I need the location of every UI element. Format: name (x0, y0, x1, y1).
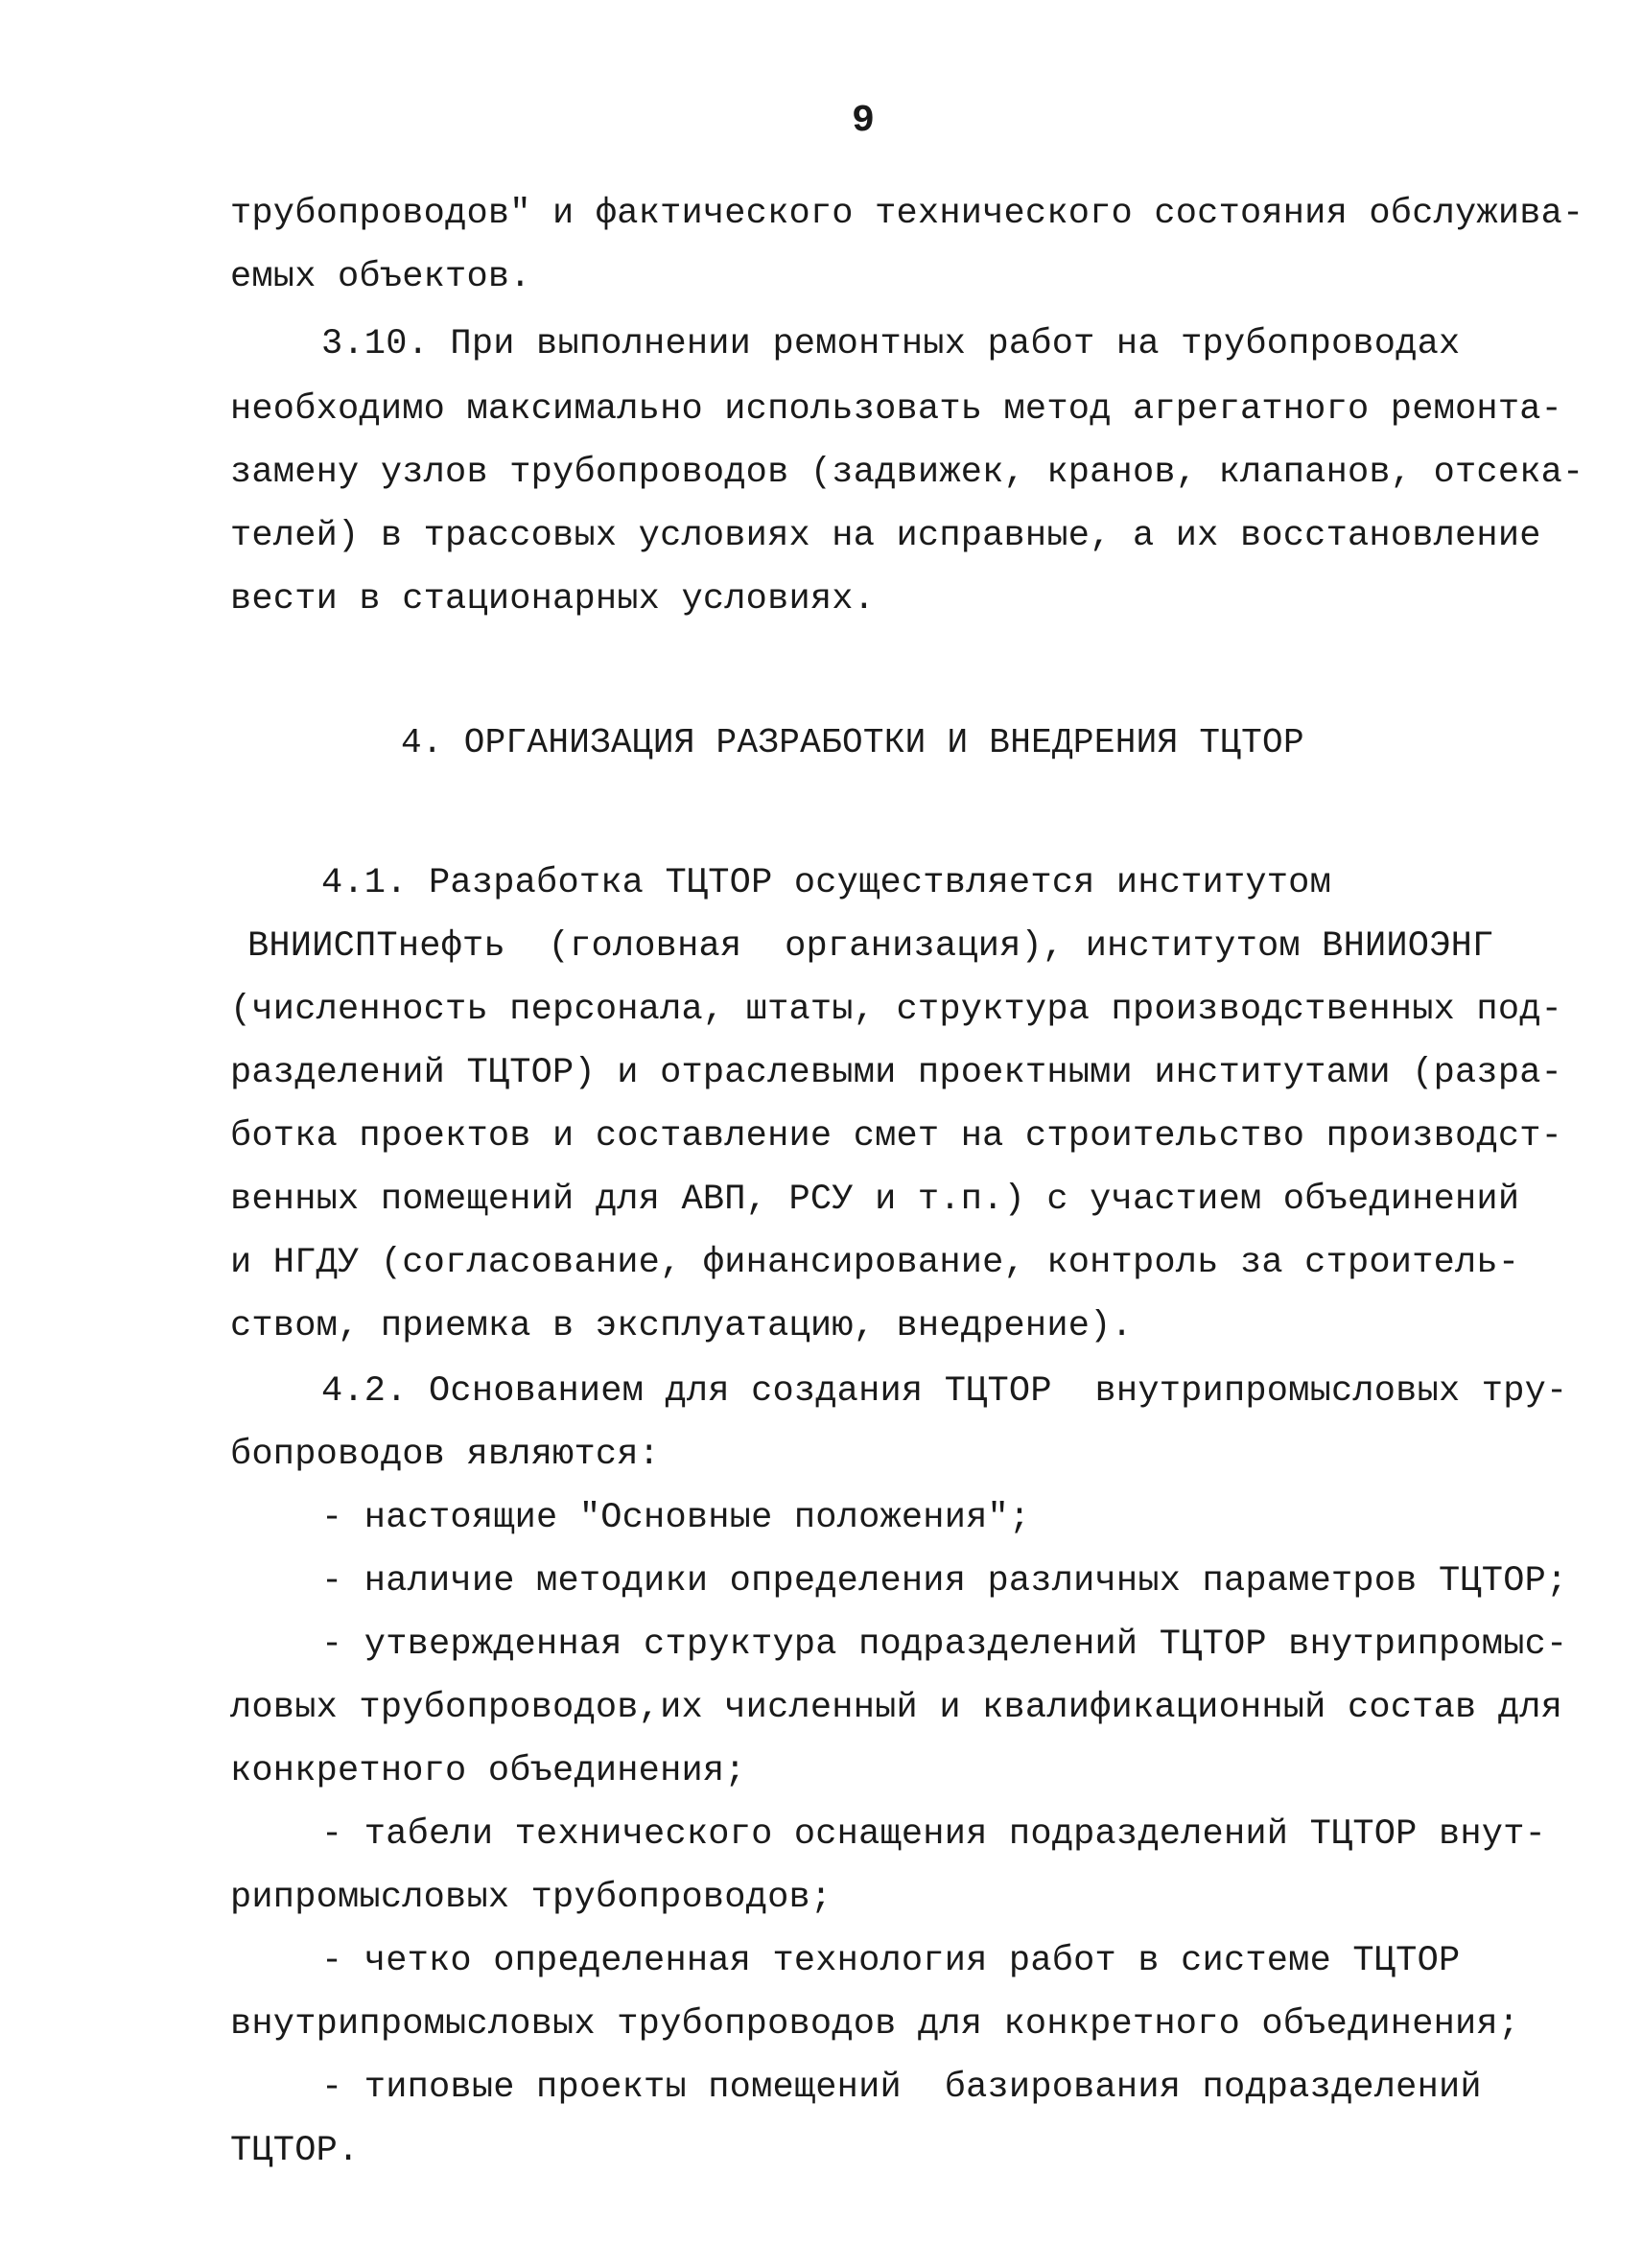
text-line: вести в стационарных условиях. (230, 579, 876, 620)
text-line: ВНИИСПТнефть (головная организация), институтом ВНИИОЭНГ (247, 926, 1494, 967)
text-line: бопроводов являются: (230, 1435, 661, 1475)
list-item: - утвержденная структура подразделений ТЦТОР внутрипромыс- (321, 1625, 1568, 1665)
text-line: ТЦТОР. (230, 2131, 360, 2171)
paragraph-3-10-start: 3.10. При выполнении ремонтных работ на трубопроводах (321, 324, 1461, 364)
paragraph-4-2-start: 4.2. Основанием для создания ТЦТОР внутрипромысловых тру- (321, 1371, 1568, 1412)
text-line: (численность персонала, штаты, структура производственных под- (230, 990, 1563, 1030)
page-number: 9 (852, 100, 876, 143)
text-line: ловых трубопроводов,их численный и квалификационный состав для (230, 1688, 1563, 1728)
text-line: трубопроводов" и фактического технического состояния обслужива- (230, 194, 1584, 234)
list-item: - табели технического оснащения подразделений ТЦТОР внут- (321, 1814, 1547, 1855)
text-line: емых объектов. (230, 257, 531, 297)
text-line: разделений ТЦТОР) и отраслевыми проектными институтами (разра- (230, 1053, 1563, 1093)
text-line: необходимо максимально использовать метод агрегатного ремонта- (230, 389, 1563, 430)
text-line: венных помещений для АВП, РСУ и т.п.) с участием объединений (230, 1180, 1520, 1220)
list-item: - типовые проекты помещений базирования подразделений (321, 2068, 1482, 2108)
text-line: рипромысловых трубопроводов; (230, 1878, 833, 1918)
text-line: внутрипромысловых трубопроводов для конкретного объединения; (230, 2004, 1520, 2045)
text-line: ботка проектов и составление смет на строительство производст- (230, 1116, 1563, 1157)
list-item: - настоящие "Основные положения"; (321, 1498, 1031, 1538)
list-item: - четко определенная технология работ в системе ТЦТОР (321, 1941, 1461, 1981)
section-heading: 4. ОРГАНИЗАЦИЯ РАЗРАБОТКИ И ВНЕДРЕНИЯ ТЦТОР (401, 723, 1304, 762)
text-line: и НГДУ (согласование, финансирование, контроль за строитель- (230, 1243, 1520, 1283)
text-line: ством, приемка в эксплуатацию, внедрение). (230, 1306, 1133, 1346)
text-line: конкретного объединения; (230, 1751, 746, 1791)
list-item: - наличие методики определения различных параметров ТЦТОР; (321, 1561, 1568, 1602)
paragraph-4-1-start: 4.1. Разработка ТЦТОР осуществляется институтом (321, 863, 1331, 903)
text-line: замену узлов трубопроводов (задвижек, кранов, клапанов, отсека- (230, 453, 1584, 493)
text-line: телей) в трассовых условиях на исправные, а их восстановление (230, 516, 1541, 556)
